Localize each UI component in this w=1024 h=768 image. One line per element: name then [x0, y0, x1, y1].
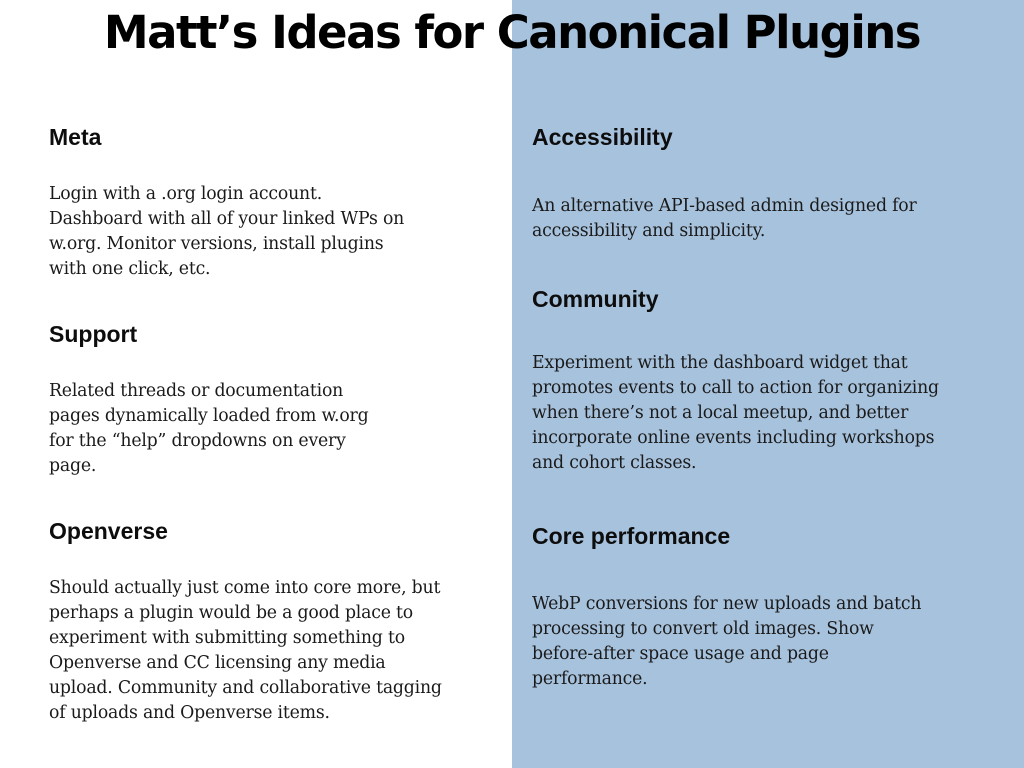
section-heading-openverse: Openverse [49, 518, 168, 544]
page-title: Matt’s Ideas for Canonical Plugins [103, 6, 921, 59]
body-line: Dashboard with all of your linked WPs on [49, 209, 405, 229]
section-accessibility [532, 123, 1002, 244]
body-line: perhaps a plugin would be a good place to [49, 603, 413, 623]
section-openverse [49, 517, 504, 726]
body-line: performance. [532, 669, 648, 689]
body-line: Openverse and CC licensing any media [49, 653, 386, 673]
section-body-support [49, 379, 489, 479]
body-line: and cohort classes. [532, 453, 697, 473]
body-line: WebP conversions for new uploads and batch [532, 594, 922, 614]
section-core-performance [532, 522, 1002, 692]
section-body-core-performance [532, 592, 1002, 692]
body-line: Experiment with the dashboard widget that [532, 353, 908, 373]
body-line: pages dynamically loaded from w.org [49, 406, 369, 426]
body-line: accessibility and simplicity. [532, 221, 766, 241]
body-line: incorporate online events including workshops [532, 428, 935, 448]
body-line: Should actually just come into core more, but [49, 578, 441, 598]
section-community [532, 285, 1002, 476]
body-line: before-after space usage and page [532, 644, 829, 664]
body-line: w.org. Monitor versions, install plugins [49, 234, 384, 254]
section-heading-community: Community [532, 286, 659, 312]
section-meta [49, 123, 489, 282]
section-heading-core-performance: Core performance [532, 523, 731, 549]
body-line: processing to convert old images. Show [532, 619, 874, 639]
section-body-openverse [49, 576, 504, 726]
body-line: promotes events to call to action for organizing [532, 378, 939, 398]
body-line: Login with a .org login account. [49, 184, 322, 204]
section-heading-accessibility: Accessibility [532, 124, 673, 150]
section-heading-support: Support [49, 321, 138, 347]
section-body-accessibility [532, 194, 1002, 244]
body-line: with one click, etc. [49, 259, 211, 279]
section-body-community [532, 351, 1002, 476]
body-line: of uploads and Openverse items. [49, 703, 330, 723]
section-heading-meta: Meta [49, 124, 102, 150]
body-line: Related threads or documentation [49, 381, 344, 401]
body-line: experiment with submitting something to [49, 628, 405, 648]
body-line: for the “help” dropdowns on every [49, 431, 346, 451]
body-line: upload. Community and collaborative tagging [49, 678, 442, 698]
section-body-meta [49, 182, 489, 282]
body-line: page. [49, 456, 97, 476]
body-line: An alternative API-based admin designed for [532, 196, 917, 216]
section-support [49, 320, 489, 479]
body-line: when there’s not a local meetup, and better [532, 403, 909, 423]
